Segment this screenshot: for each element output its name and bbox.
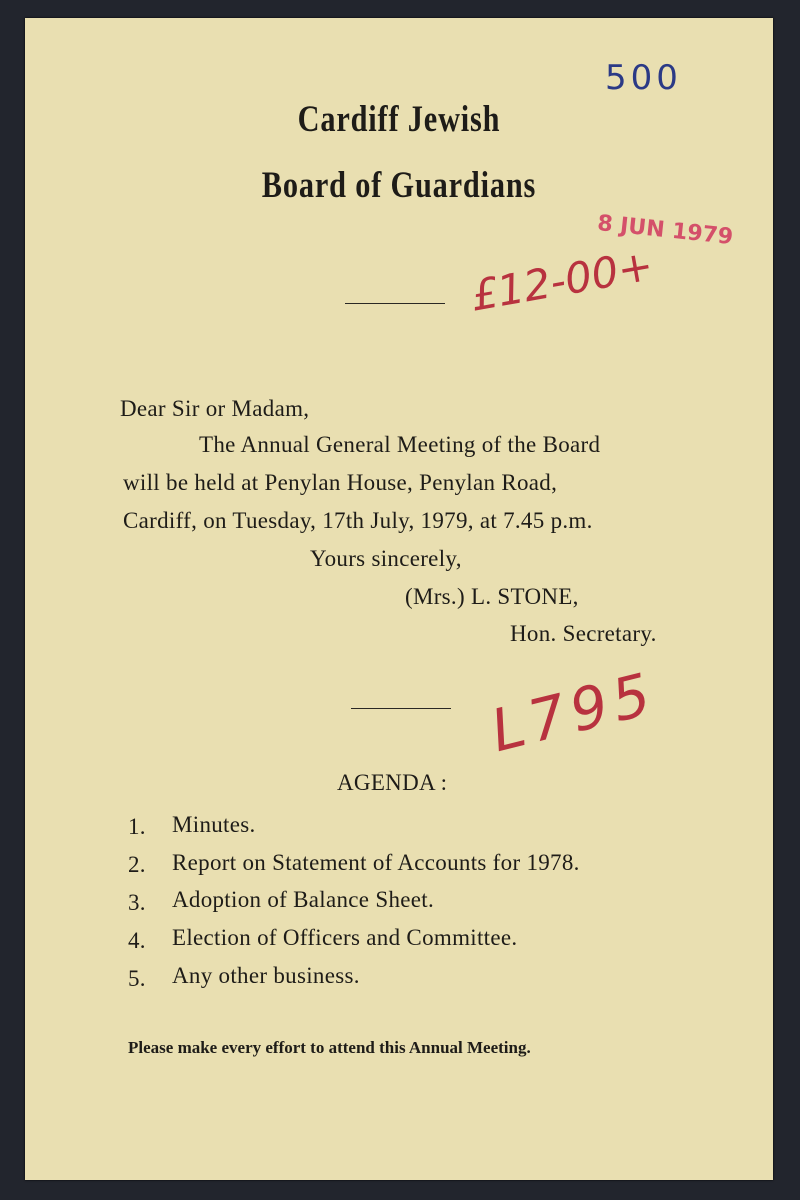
title-line-2: Board of Guardians [261,165,537,206]
agenda-item-number: 4. [128,928,146,953]
title-line-1: Cardiff Jewish [297,99,501,140]
letter-line-2: will be held at Penylan House, Penylan Road, [123,470,558,495]
date-stamp: 8 JUN 1979 [596,210,735,251]
agenda-item-number: 3. [128,890,146,915]
footer-note: Please make every effort to attend this Annual Meeting. [128,1038,531,1057]
agenda-item-number: 1. [128,814,146,839]
letter-line-1: The Annual General Meeting of the Board [199,432,601,457]
handwritten-amount: £12-00+ [467,240,657,321]
agenda-item-text: Any other business. [172,963,360,988]
agenda-item-text: Report on Statement of Accounts for 1978. [172,850,580,875]
handwritten-number-500: 500 [605,58,682,98]
signatory: (Mrs.) L. STONE, [405,584,579,609]
agenda-item-number: 5. [128,966,146,991]
agenda-item-text: Minutes. [172,812,256,837]
agenda-item-number: 2. [128,852,146,877]
agenda-item-text: Adoption of Balance Sheet. [172,887,435,912]
divider-top [345,303,445,304]
letter-line-3: Cardiff, on Tuesday, 17th July, 1979, at 7.45 p.m. [123,508,593,533]
agenda-heading: AGENDA : [337,770,448,795]
signatory-role: Hon. Secretary. [510,621,657,646]
salutation: Dear Sir or Madam, [120,396,310,421]
agenda-item-text: Election of Officers and Committee. [172,925,518,950]
document-page [25,18,773,1180]
closing: Yours sincerely, [310,546,462,571]
divider-middle [351,708,451,709]
handwritten-code: L795 [484,658,663,766]
